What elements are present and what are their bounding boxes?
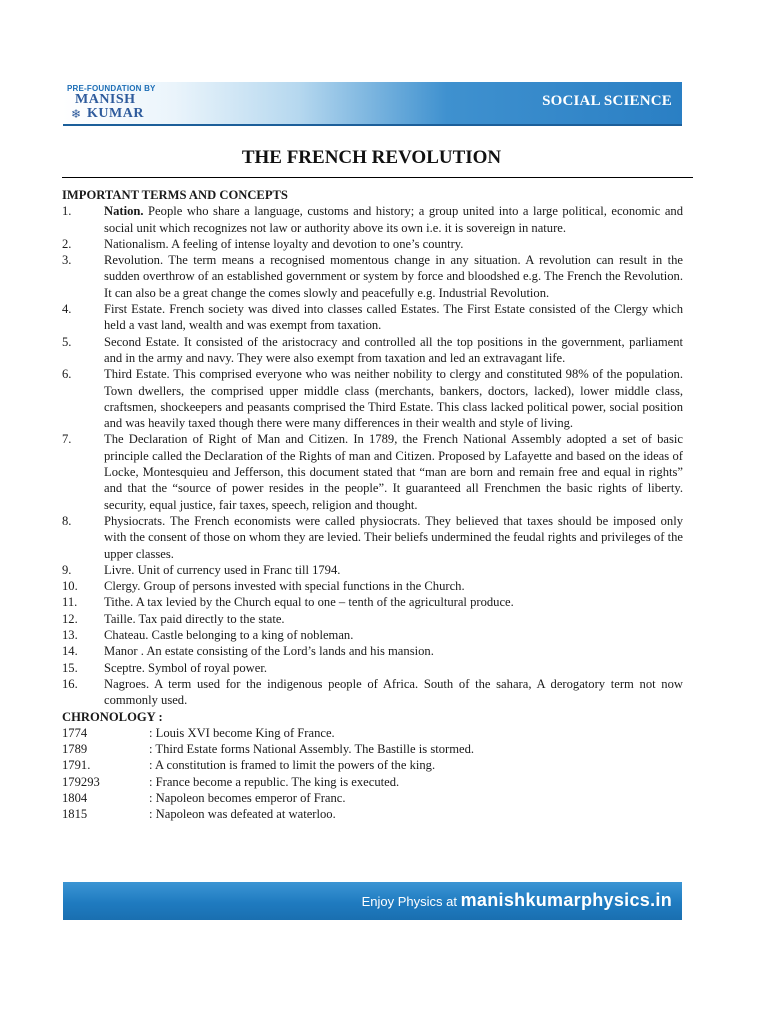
term-number: 9. — [62, 562, 72, 577]
term-definition: Livre. Unit of currency used in Franc till 1794. — [104, 562, 341, 577]
term-item — [62, 236, 683, 252]
chronology-row — [62, 806, 683, 822]
term-text — [104, 676, 683, 709]
term-number: 16. — [62, 676, 78, 691]
term-definition: Manor . An estate consisting of the Lord’s lands and his mansion. — [104, 644, 434, 659]
term-text — [104, 627, 683, 643]
term-number: 1. — [62, 204, 72, 219]
chronology-year: 1789 — [62, 742, 88, 757]
term-number: 13. — [62, 628, 78, 643]
term-text — [104, 236, 683, 252]
chronology-year: 179293 — [62, 774, 100, 789]
chronology-event: : Third Estate forms National Assembly. The Bastille is stormed. — [149, 742, 475, 757]
footer-text — [362, 890, 672, 911]
chronology-row — [62, 741, 683, 757]
chronology-year: 1791. — [62, 758, 91, 773]
term-number: 7. — [62, 432, 72, 447]
term-definition: Revolution. The term means a recognised momentous change in any situation. A revolution can result in the sudden overthrow of an established government or system by force and bloodshed e.g. The French the Revolution. It can also be a great change the comes slowly and peacefully e.g. Industrial Revolution. — [104, 253, 683, 300]
chronology-row — [62, 774, 683, 790]
chronology-row — [62, 790, 683, 806]
term-number: 3. — [62, 253, 72, 268]
term-item — [62, 366, 683, 431]
logo-prefix: PRE-FOUNDATION BY — [67, 84, 156, 93]
subject-label: SOCIAL SCIENCE — [542, 93, 672, 109]
term-item — [62, 676, 683, 709]
term-item — [62, 643, 683, 659]
chronology-heading: CHRONOLOGY : — [62, 709, 163, 724]
header-banner — [63, 82, 682, 126]
chronology-list — [62, 725, 683, 823]
term-text — [104, 578, 683, 594]
term-item — [62, 301, 683, 334]
term-item — [62, 431, 683, 512]
footer-banner — [63, 882, 682, 920]
term-number: 4. — [62, 302, 72, 317]
term-definition: Tithe. A tax levied by the Church equal to one – tenth of the agricultural produce. — [104, 595, 514, 610]
term-item — [62, 660, 683, 676]
term-definition: Sceptre. Symbol of royal power. — [104, 660, 267, 675]
term-text — [104, 203, 683, 236]
page-title: THE FRENCH REVOLUTION — [241, 147, 502, 168]
publisher-logo — [65, 84, 185, 122]
chronology-event: : A constitution is framed to limit the powers of the king. — [149, 758, 436, 773]
chronology-row — [62, 757, 683, 773]
term-definition: Second Estate. It consisted of the aristocracy and controlled all the top positions in the government, parliament and in the army and navy. They were also exempt from taxation and led an extravagant life. — [104, 334, 683, 365]
chronology-year: 1815 — [62, 807, 88, 822]
term-definition: First Estate. French society was dived into classes called Estates. The First Estate consisted of the Clergy which held a vast land, wealth and was exempt from taxation. — [104, 302, 683, 333]
term-number: 2. — [62, 236, 72, 251]
term-text — [104, 643, 683, 659]
footer-website-link[interactable]: manishkumarphysics.in — [460, 890, 672, 910]
title-divider — [62, 177, 693, 178]
term-item — [62, 252, 683, 301]
chronology-event: : Napoleon was defeated at waterloo. — [149, 807, 336, 822]
term-number: 10. — [62, 579, 78, 594]
snowflake-icon: ❄ — [71, 107, 82, 121]
chronology-event: : Louis XVI become King of France. — [149, 725, 335, 740]
chronology-event: : France become a republic. The king is executed. — [149, 774, 400, 789]
term-number: 5. — [62, 334, 72, 349]
term-definition: Nationalism. A feeling of intense loyalty and devotion to one’s country. — [104, 236, 464, 251]
term-definition: The Declaration of Right of Man and Citizen. In 1789, the French National Assembly adopted a set of basic principle called the Declaration of the Rights of man and Citizen. Proposed by Lafayette and based on the ideas of Locke, Montesquieu and Jefferson, this document stated that “man are born and remain free and equal in rights” and that the “source of power resides in the people”. It guaranteed all Frenchmen the basic rights of liberty. security, equal justice, fair taxes, speech, religion and thought. — [104, 432, 683, 512]
term-number: 8. — [62, 513, 72, 528]
term-item — [62, 611, 683, 627]
term-item — [62, 627, 683, 643]
term-number: 11. — [62, 595, 78, 610]
chronology-row — [62, 725, 683, 741]
term-item — [62, 578, 683, 594]
logo-name-line1: MANISH — [75, 92, 136, 107]
term-item — [62, 513, 683, 562]
term-text — [104, 660, 683, 676]
term-keyword: Nation. — [104, 204, 144, 219]
term-definition: Physiocrats. The French economists were called physiocrats. They believed that taxes should be imposed only with the consent of those on whom they are levied. Their beliefs undermined the feudal rights and privileges of the upper classes. — [104, 513, 683, 561]
term-text — [104, 562, 683, 578]
document-body — [62, 187, 683, 823]
footer-prefix: Enjoy Physics at — [361, 894, 461, 909]
chronology-year: 1804 — [62, 790, 88, 805]
term-text — [104, 611, 683, 627]
term-text — [104, 594, 683, 610]
term-text — [104, 334, 683, 367]
term-text — [104, 252, 683, 301]
term-item — [62, 203, 683, 236]
chronology-event: : Napoleon becomes emperor of Franc. — [149, 790, 346, 805]
term-number: 14. — [62, 644, 78, 659]
term-definition: Taille. Tax paid directly to the state. — [104, 611, 285, 626]
term-number: 15. — [62, 660, 78, 675]
term-definition: People who share a language, customs and history; a group united into a large political, economic and social unit which recognizes not law or authority above its own i.e. it is sovereign in nature. — [104, 204, 683, 235]
term-text — [104, 431, 683, 512]
chronology-year: 1774 — [62, 725, 88, 740]
term-definition: Chateau. Castle belonging to a king of nobleman. — [104, 628, 354, 643]
term-item — [62, 594, 683, 610]
logo-name-line2: KUMAR — [87, 106, 144, 121]
term-item — [62, 334, 683, 367]
terms-heading: IMPORTANT TERMS AND CONCEPTS — [62, 188, 288, 202]
term-item — [62, 562, 683, 578]
term-text — [104, 366, 683, 431]
term-text — [104, 301, 683, 334]
term-definition: Third Estate. This comprised everyone who was neither nobility to clergy and constituted 98% of the population. Town dwellers, the comprised upper middle class (merchants, bankers, doctors, lacked), lower middle class, craftsmen, shockeepers and peasants comprised the Third Estate. This class lacked political power, social position and was heavily taxed though there were many differences in their wealth and style of living. — [104, 367, 683, 431]
terms-list — [62, 203, 683, 708]
term-number: 6. — [62, 367, 72, 382]
term-definition: Clergy. Group of persons invested with special functions in the Church. — [104, 579, 465, 594]
term-text — [104, 513, 683, 562]
term-number: 12. — [62, 611, 78, 626]
term-definition: Nagroes. A term used for the indigenous people of Africa. South of the sahara, A derogatory term not now commonly used. — [104, 676, 683, 708]
